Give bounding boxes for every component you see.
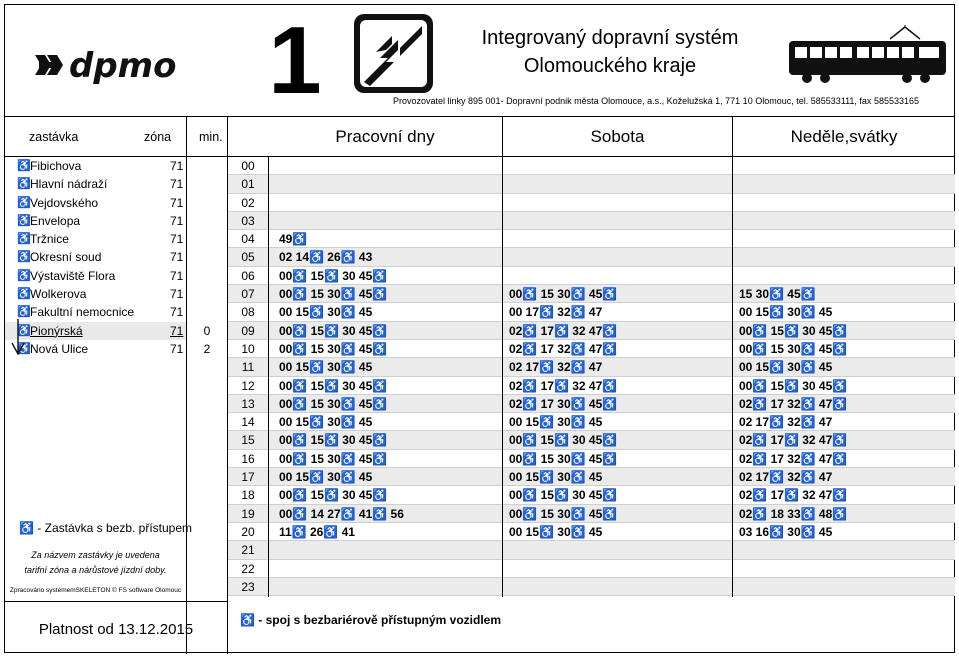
stop-name: Nová Ulice: [30, 341, 89, 356]
sunday-departures: 02♿ 17 32♿ 47♿: [739, 451, 848, 466]
min-column-label: min.: [199, 130, 223, 144]
stop-row: [5, 285, 186, 303]
departure-table: [227, 117, 954, 654]
wheelchair-icon: ♿: [17, 196, 31, 209]
hour-label: 12: [241, 378, 255, 393]
hour-label: 07: [241, 287, 255, 302]
hour-row: [228, 358, 955, 376]
zone-note: [5, 548, 186, 578]
stop-zone: 71: [170, 323, 184, 338]
stop-column-label: zastávka: [29, 130, 79, 144]
tram-stop-sign-icon: [352, 12, 435, 95]
hour-label: 04: [241, 232, 255, 247]
weekday-departures: 00 15♿ 30♿ 45: [279, 470, 373, 485]
stop-row: [5, 157, 186, 175]
hour-label: 10: [241, 341, 255, 356]
weekday-departures: 00 15♿ 30♿ 45: [279, 360, 373, 375]
hour-label: 03: [241, 213, 255, 228]
stop-zone: 71: [170, 341, 184, 356]
travel-minute: 2: [203, 341, 211, 356]
svg-text:dpmo: dpmo: [69, 46, 177, 85]
stop-name: Envelopa: [30, 213, 81, 228]
stop-zone: 71: [170, 305, 184, 320]
weekday-departures: 00♿ 15 30♿ 45♿: [279, 451, 388, 466]
divider: [268, 157, 269, 597]
weekday-departures: 00♿ 15 30♿ 45♿: [279, 396, 388, 411]
hour-row: [228, 248, 955, 266]
saturday-departures: 00♿ 15 30♿ 45♿: [509, 451, 618, 466]
travel-minutes: [187, 157, 227, 358]
min-header: [186, 117, 227, 157]
sunday-departures: 00♿ 15♿ 30 45♿: [739, 323, 848, 338]
hour-row: [228, 285, 955, 303]
hour-row: [228, 322, 955, 340]
travel-minute: [187, 285, 227, 303]
wheelchair-icon: ♿: [17, 342, 31, 355]
weekday-departures: 00♿ 15♿ 30 45♿: [279, 268, 388, 283]
saturday-header: Sobota: [502, 117, 732, 157]
travel-minute: [187, 212, 227, 230]
hour-row: [228, 560, 955, 578]
weekday-header: Pracovní dny: [268, 117, 502, 157]
hour-row: [228, 486, 955, 504]
hour-label: 17: [241, 470, 255, 485]
hour-row: [228, 194, 955, 212]
sunday-departures: 02♿ 17 32♿ 47♿: [739, 396, 848, 411]
hour-row: [228, 468, 955, 486]
wheelchair-icon: ♿: [17, 251, 31, 264]
saturday-departures: 00♿ 15 30♿ 45♿: [509, 287, 618, 302]
weekday-departures: 00♿ 14 27♿ 41♿ 56: [279, 506, 404, 521]
travel-minute: [187, 248, 227, 266]
hour-row: [228, 431, 955, 449]
hour-label: 16: [241, 451, 255, 466]
weekday-departures: 02 14♿ 26♿ 43: [279, 250, 373, 265]
sunday-departures: 03 16♿ 30♿ 45: [739, 524, 833, 539]
saturday-departures: 00 15♿ 30♿ 45: [509, 470, 603, 485]
stop-name: Pionýrská: [30, 323, 83, 338]
stop-access-text: - Zastávka s bezb. přístupem: [37, 521, 193, 535]
saturday-departures: 02 17♿ 32♿ 47: [509, 360, 603, 375]
saturday-departures: 00♿ 15♿ 30 45♿: [509, 488, 618, 503]
hour-label: 19: [241, 506, 255, 521]
saturday-departures: 00 15♿ 30♿ 45: [509, 524, 603, 539]
wheelchair-icon: ♿: [19, 521, 34, 535]
saturday-departures: 02♿ 17♿ 32 47♿: [509, 378, 618, 393]
wheelchair-icon: ♿: [240, 613, 255, 627]
stop-row: [5, 248, 186, 266]
hour-header: [228, 117, 268, 157]
stop-name: Výstaviště Flora: [30, 268, 116, 283]
weekday-departures: 00♿ 15♿ 30 45♿: [279, 323, 388, 338]
wheelchair-icon: ♿: [17, 269, 31, 282]
sunday-departures: 00 15♿ 30♿ 45: [739, 360, 833, 375]
hour-row: [228, 523, 955, 541]
hour-row: [228, 505, 955, 523]
saturday-departures: 02♿ 17 32♿ 47♿: [509, 341, 618, 356]
hour-row: [228, 157, 955, 175]
wheelchair-icon: ♿: [17, 324, 31, 337]
hour-label: 06: [241, 268, 255, 283]
stop-row: [5, 230, 186, 248]
sunday-departures: 00♿ 15 30♿ 45♿: [739, 341, 848, 356]
sunday-header: Neděle,svátky: [732, 117, 955, 157]
hour-label: 18: [241, 488, 255, 503]
hour-label: 01: [241, 177, 255, 192]
sunday-departures: 02 17♿ 32♿ 47: [739, 470, 833, 485]
hour-label: 22: [241, 561, 255, 576]
hour-label: 11: [241, 360, 255, 375]
travel-minute: [187, 303, 227, 321]
sunday-departures: 02♿ 18 33♿ 48♿: [739, 506, 848, 521]
stop-zone: 71: [170, 159, 184, 173]
saturday-departures: 00♿ 15♿ 30 45♿: [509, 433, 618, 448]
stop-list: [5, 157, 186, 358]
saturday-departures: 00♿ 15 30♿ 45♿: [509, 506, 618, 521]
stop-row: [5, 194, 186, 212]
travel-minute: [187, 194, 227, 212]
stop-zone: 71: [170, 177, 184, 192]
stop-name: Tržnice: [30, 232, 69, 247]
hour-label: 23: [241, 579, 255, 594]
stop-zone: 71: [170, 250, 184, 265]
hour-row: [228, 340, 955, 358]
weekday-departures: 11♿ 26♿ 41: [279, 524, 355, 539]
weekday-departures: 00 15♿ 30♿ 45: [279, 305, 373, 320]
weekday-departures: 00♿ 15♿ 30 45♿: [279, 378, 388, 393]
wheelchair-icon: ♿: [17, 178, 31, 191]
zone-note-line2: tarifní zóna a nárůstové jízdní doby.: [24, 565, 167, 575]
travel-minute: [187, 175, 227, 193]
validity-date: Platnost od 13.12.2015: [38, 621, 194, 638]
stop-row: [5, 267, 186, 285]
stop-access-legend: [19, 521, 192, 535]
sunday-departures: 15 30♿ 45♿: [739, 287, 816, 302]
saturday-departures: 00 15♿ 30♿ 45: [509, 415, 603, 430]
stop-zone: 71: [170, 268, 184, 283]
travel-minute: [187, 267, 227, 285]
saturday-departures: 02♿ 17 30♿ 45♿: [509, 396, 618, 411]
hour-row: [228, 395, 955, 413]
line-number: 1: [268, 7, 322, 114]
hour-row: [228, 578, 955, 596]
hour-label: 02: [241, 195, 255, 210]
stop-zone: 71: [170, 213, 184, 228]
hour-label: 20: [241, 524, 255, 539]
weekday-departures: 00♿ 15♿ 30 45♿: [279, 433, 388, 448]
weekday-departures: 00♿ 15 30♿ 45♿: [279, 287, 388, 302]
region-title: Olomouckého kraje: [523, 55, 697, 77]
weekday-departures: 49♿: [279, 232, 308, 247]
dpmo-logo: [33, 45, 203, 85]
sunday-departures: 02♿ 17♿ 32 47♿: [739, 488, 848, 503]
stop-name: Vejdovského: [30, 195, 99, 210]
weekday-departures: 00♿ 15♿ 30 45♿: [279, 488, 388, 503]
stop-row: [5, 212, 186, 230]
hour-label: 05: [241, 250, 255, 265]
vehicle-access-legend: [240, 613, 501, 627]
stop-zone: 71: [170, 195, 184, 210]
wheelchair-icon: ♿: [17, 233, 31, 246]
hour-label: 13: [241, 396, 255, 411]
wheelchair-icon: ♿: [17, 306, 31, 319]
stop-zone: 71: [170, 287, 184, 302]
saturday-departures: 02♿ 17♿ 32 47♿: [509, 323, 618, 338]
hour-row: [228, 303, 955, 321]
divider: [5, 601, 227, 602]
departure-rows: [228, 157, 955, 596]
stop-name: Okresní soud: [30, 250, 102, 265]
hour-label: 00: [241, 159, 255, 173]
stop-row: [5, 322, 186, 340]
saturday-departures: 00 17♿ 32♿ 47: [509, 305, 603, 320]
sunday-departures: 00♿ 15♿ 30 45♿: [739, 378, 848, 393]
timetable-sheet: [4, 4, 955, 653]
travel-minute: [187, 157, 227, 175]
divider: [732, 157, 733, 597]
travel-minute: 0: [203, 323, 211, 338]
travel-minute: [187, 230, 227, 248]
stop-row: [5, 340, 186, 358]
system-title: Integrovaný dopravní systém: [481, 27, 739, 49]
sunday-departures: 00 15♿ 30♿ 45: [739, 305, 833, 320]
zone-column-label: zóna: [144, 130, 172, 144]
stop-name: Fibichova: [30, 159, 82, 173]
hour-label: 21: [241, 543, 255, 558]
sunday-departures: 02 17♿ 32♿ 47: [739, 415, 833, 430]
hour-label: 09: [241, 323, 255, 338]
weekday-departures: 00 15♿ 30♿ 45: [279, 415, 373, 430]
hour-row: [228, 413, 955, 431]
hour-row: [228, 230, 955, 248]
hour-label: 14: [241, 415, 255, 430]
hour-row: [228, 450, 955, 468]
zone-note-line1: Za názvem zastávky je uvedena: [31, 550, 160, 560]
hour-row: [228, 541, 955, 559]
stop-name: Wolkerova: [30, 287, 87, 302]
direction-arrow-icon: [11, 319, 25, 355]
hour-row: [228, 212, 955, 230]
hour-label: 08: [241, 305, 255, 320]
hour-row: [228, 267, 955, 285]
stop-name: Hlavní nádraží: [30, 177, 108, 192]
stop-name: Fakultní nemocnice: [30, 305, 135, 320]
stop-zone: 71: [170, 232, 184, 247]
stop-row: [5, 175, 186, 193]
weekday-departures: 00♿ 15 30♿ 45♿: [279, 341, 388, 356]
stop-row: [5, 303, 186, 321]
hour-row: [228, 175, 955, 193]
header: [5, 5, 954, 117]
hour-row: [228, 377, 955, 395]
wheelchair-icon: ♿: [17, 160, 31, 172]
divider: [502, 157, 503, 597]
sunday-departures: 02♿ 17♿ 32 47♿: [739, 433, 848, 448]
tram-icon: [785, 25, 950, 85]
vehicle-access-text: - spoj s bezbariérově přístupným vozidlem: [258, 613, 502, 627]
processed-by: Zpracováno systémemSKELETON © FS software Olomouc: [9, 587, 182, 594]
hour-label: 15: [241, 433, 255, 448]
wheelchair-icon: ♿: [17, 214, 31, 227]
wheelchair-icon: ♿: [17, 288, 31, 301]
operator-info: Provozovatel linky 895 001- Dopravní podnik města Olomouce, a.s., Koželužská 1, 771 10 Olomouc, tel. 585533111, fax 585533165: [393, 96, 919, 106]
